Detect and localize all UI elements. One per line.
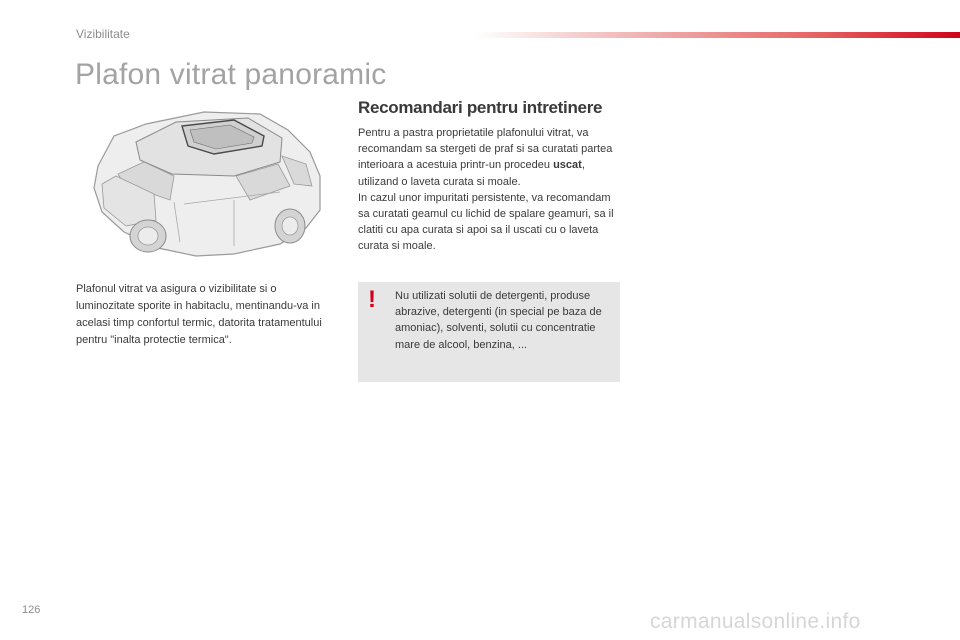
intro-paragraph: Plafonul vitrat va asigura o vizibilitate si o luminozitate sporite in habitaclu, mentinandu-va in acelasi timp confortul termic, datorita tratamentului pentru "inalta protectie termica". (76, 283, 322, 346)
car-illustration-icon (84, 104, 328, 274)
watermark: carmanualsonline.info (650, 610, 861, 633)
page-number: 126 (22, 604, 41, 616)
page-title: Plafon vitrat panoramic (75, 58, 387, 91)
maintenance-text-part1: Pentru a pastra proprietatile plafonului vitrat, va recomandam sa stergeti de praf si sa curatati partea interioara a acestuia printr-un procedeu (358, 127, 613, 172)
exclamation-icon: ! (368, 286, 376, 313)
maintenance-heading: Recomandari pentru intretinere (358, 98, 603, 117)
warning-text: Nu utilizati solutii de detergenti, produse abrazive, detergenti (in special pe baza de amoniac), solventi, solutii cu concentratie mare de alcool, benzina, ... (395, 290, 602, 351)
maintenance-paragraph (358, 125, 624, 255)
maintenance-text-part2: , utilizand o laveta curata si moale. (358, 159, 585, 188)
section-label: Vizibilitate (76, 27, 130, 41)
warning-box (358, 282, 620, 382)
maintenance-text-part3: In cazul unor impuritati persistente, va recomandam sa curatati geamul cu lichid de spalare geamuri, sa il clatiti cu apa curata si apoi sa il uscati cu o laveta curata si moale. (358, 191, 614, 253)
header-accent-bar (475, 32, 960, 38)
car-panoramic-roof-illustration (84, 104, 328, 274)
maintenance-text-bold: uscat (553, 159, 582, 172)
